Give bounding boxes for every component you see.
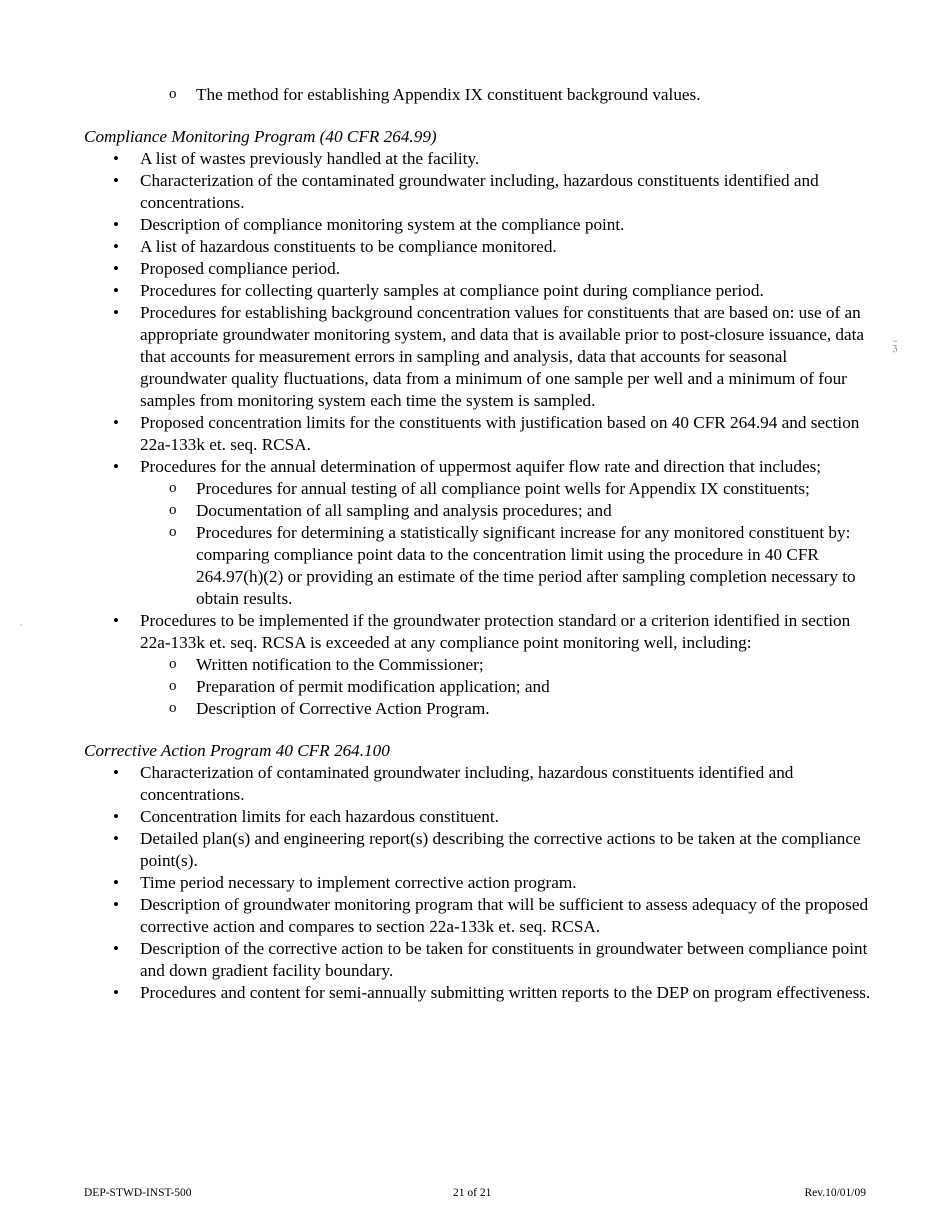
- list-item: • Concentration limits for each hazardous constituent.: [140, 806, 874, 828]
- sub-list-item: o Description of Corrective Action Program.: [196, 698, 874, 720]
- section-heading-compliance: Compliance Monitoring Program (40 CFR 264.99): [84, 127, 437, 146]
- list-item: • Procedures for the annual determination of uppermost aquifer flow rate and direction that includes; o Procedures for annual testing of all compliance point wells for Appendix IX constituents; o Documentation of all sampling and analysis procedures; and o Procedures for determining a statistically significant increase for any monitored constituent by: comparing compliance point data to the concentration limit using the procedure in 40 CFR 264.97(h)(2) or providing an estimate of the time period after sampling completion necessary to obtain results.: [140, 456, 874, 610]
- sub-list: [140, 654, 874, 720]
- list-item: • Characterization of contaminated groundwater including, hazardous constituents identified and concentrations.: [140, 762, 874, 806]
- compliance-list: [84, 148, 874, 720]
- list-item: • Description of groundwater monitoring program that will be sufficient to assess adequacy of the proposed corrective action and compares to section 22a-133k et. seq. RCSA.: [140, 894, 874, 938]
- list-item: • A list of hazardous constituents to be compliance monitored.: [140, 236, 874, 258]
- list-item: • Proposed compliance period.: [140, 258, 874, 280]
- corrective-action-list: [84, 762, 874, 1004]
- footer-page-number: 21 of 21: [453, 1187, 492, 1199]
- list-item: • Detailed plan(s) and engineering report(s) describing the corrective actions to be taken at the compliance point(s).: [140, 828, 874, 872]
- list-item: • Time period necessary to implement corrective action program.: [140, 872, 874, 894]
- list-item: • Procedures for establishing background concentration values for constituents that are based on: use of an appropriate groundwater monitoring system, and data that is available prior to post-closure issuance, data that accounts for measurement errors in sampling and analysis, data that accounts for seasonal groundwater quality fluctuations, data from a minimum of one sample per well and a minimum of four samples from monitoring system each time the system is sampled.: [140, 302, 874, 412]
- list-item: • Characterization of the contaminated groundwater including, hazardous constituents identified and concentrations.: [140, 170, 874, 214]
- footer-revision: Rev.10/01/09: [804, 1187, 866, 1199]
- list-item: • Procedures to be implemented if the groundwater protection standard or a criterion identified in section 22a-133k et. seq. RCSA is exceeded at any compliance point monitoring well, including: o Written notification to the Commissioner; o Preparation of permit modification application; and o Description of Corrective Action Program.: [140, 610, 874, 720]
- list-item: • Procedures and content for semi-annually submitting written reports to the DEP on program effectiveness.: [140, 982, 874, 1004]
- list-item: • Description of the corrective action to be taken for constituents in groundwater between compliance point and down gradient facility boundary.: [140, 938, 874, 982]
- top-sub-item: o The method for establishing Appendix IX constituent background values.: [196, 84, 874, 106]
- section-heading-corrective-action: Corrective Action Program 40 CFR 264.100: [84, 741, 390, 760]
- margin-mark-left: ◦: [20, 621, 23, 629]
- sub-list-item: o Preparation of permit modification application; and: [196, 676, 874, 698]
- sub-list: [140, 478, 874, 610]
- top-sub-list: [84, 84, 874, 106]
- list-item: • Procedures for collecting quarterly samples at compliance point during compliance period.: [140, 280, 874, 302]
- margin-mark-right: ~ ℨ: [892, 337, 898, 353]
- list-item: • A list of wastes previously handled at the facility.: [140, 148, 874, 170]
- list-item: • Description of compliance monitoring system at the compliance point.: [140, 214, 874, 236]
- list-item: • Proposed concentration limits for the constituents with justification based on 40 CFR 264.94 and section 22a-133k et. seq. RCSA.: [140, 412, 874, 456]
- sub-list-item: o Procedures for annual testing of all compliance point wells for Appendix IX constituents;: [196, 478, 874, 500]
- footer-doc-id: DEP-STWD-INST-500: [84, 1187, 192, 1199]
- document-body: [84, 84, 874, 1004]
- sub-list-item: o Documentation of all sampling and analysis procedures; and: [196, 500, 874, 522]
- sub-list-item: o Written notification to the Commissioner;: [196, 654, 874, 676]
- sub-list-item: o Procedures for determining a statistically significant increase for any monitored constituent by: comparing compliance point data to the concentration limit using the procedure in 40 CFR 264.97(h)(2) or providing an estimate of the time period after sampling completion necessary to obtain results.: [196, 522, 874, 610]
